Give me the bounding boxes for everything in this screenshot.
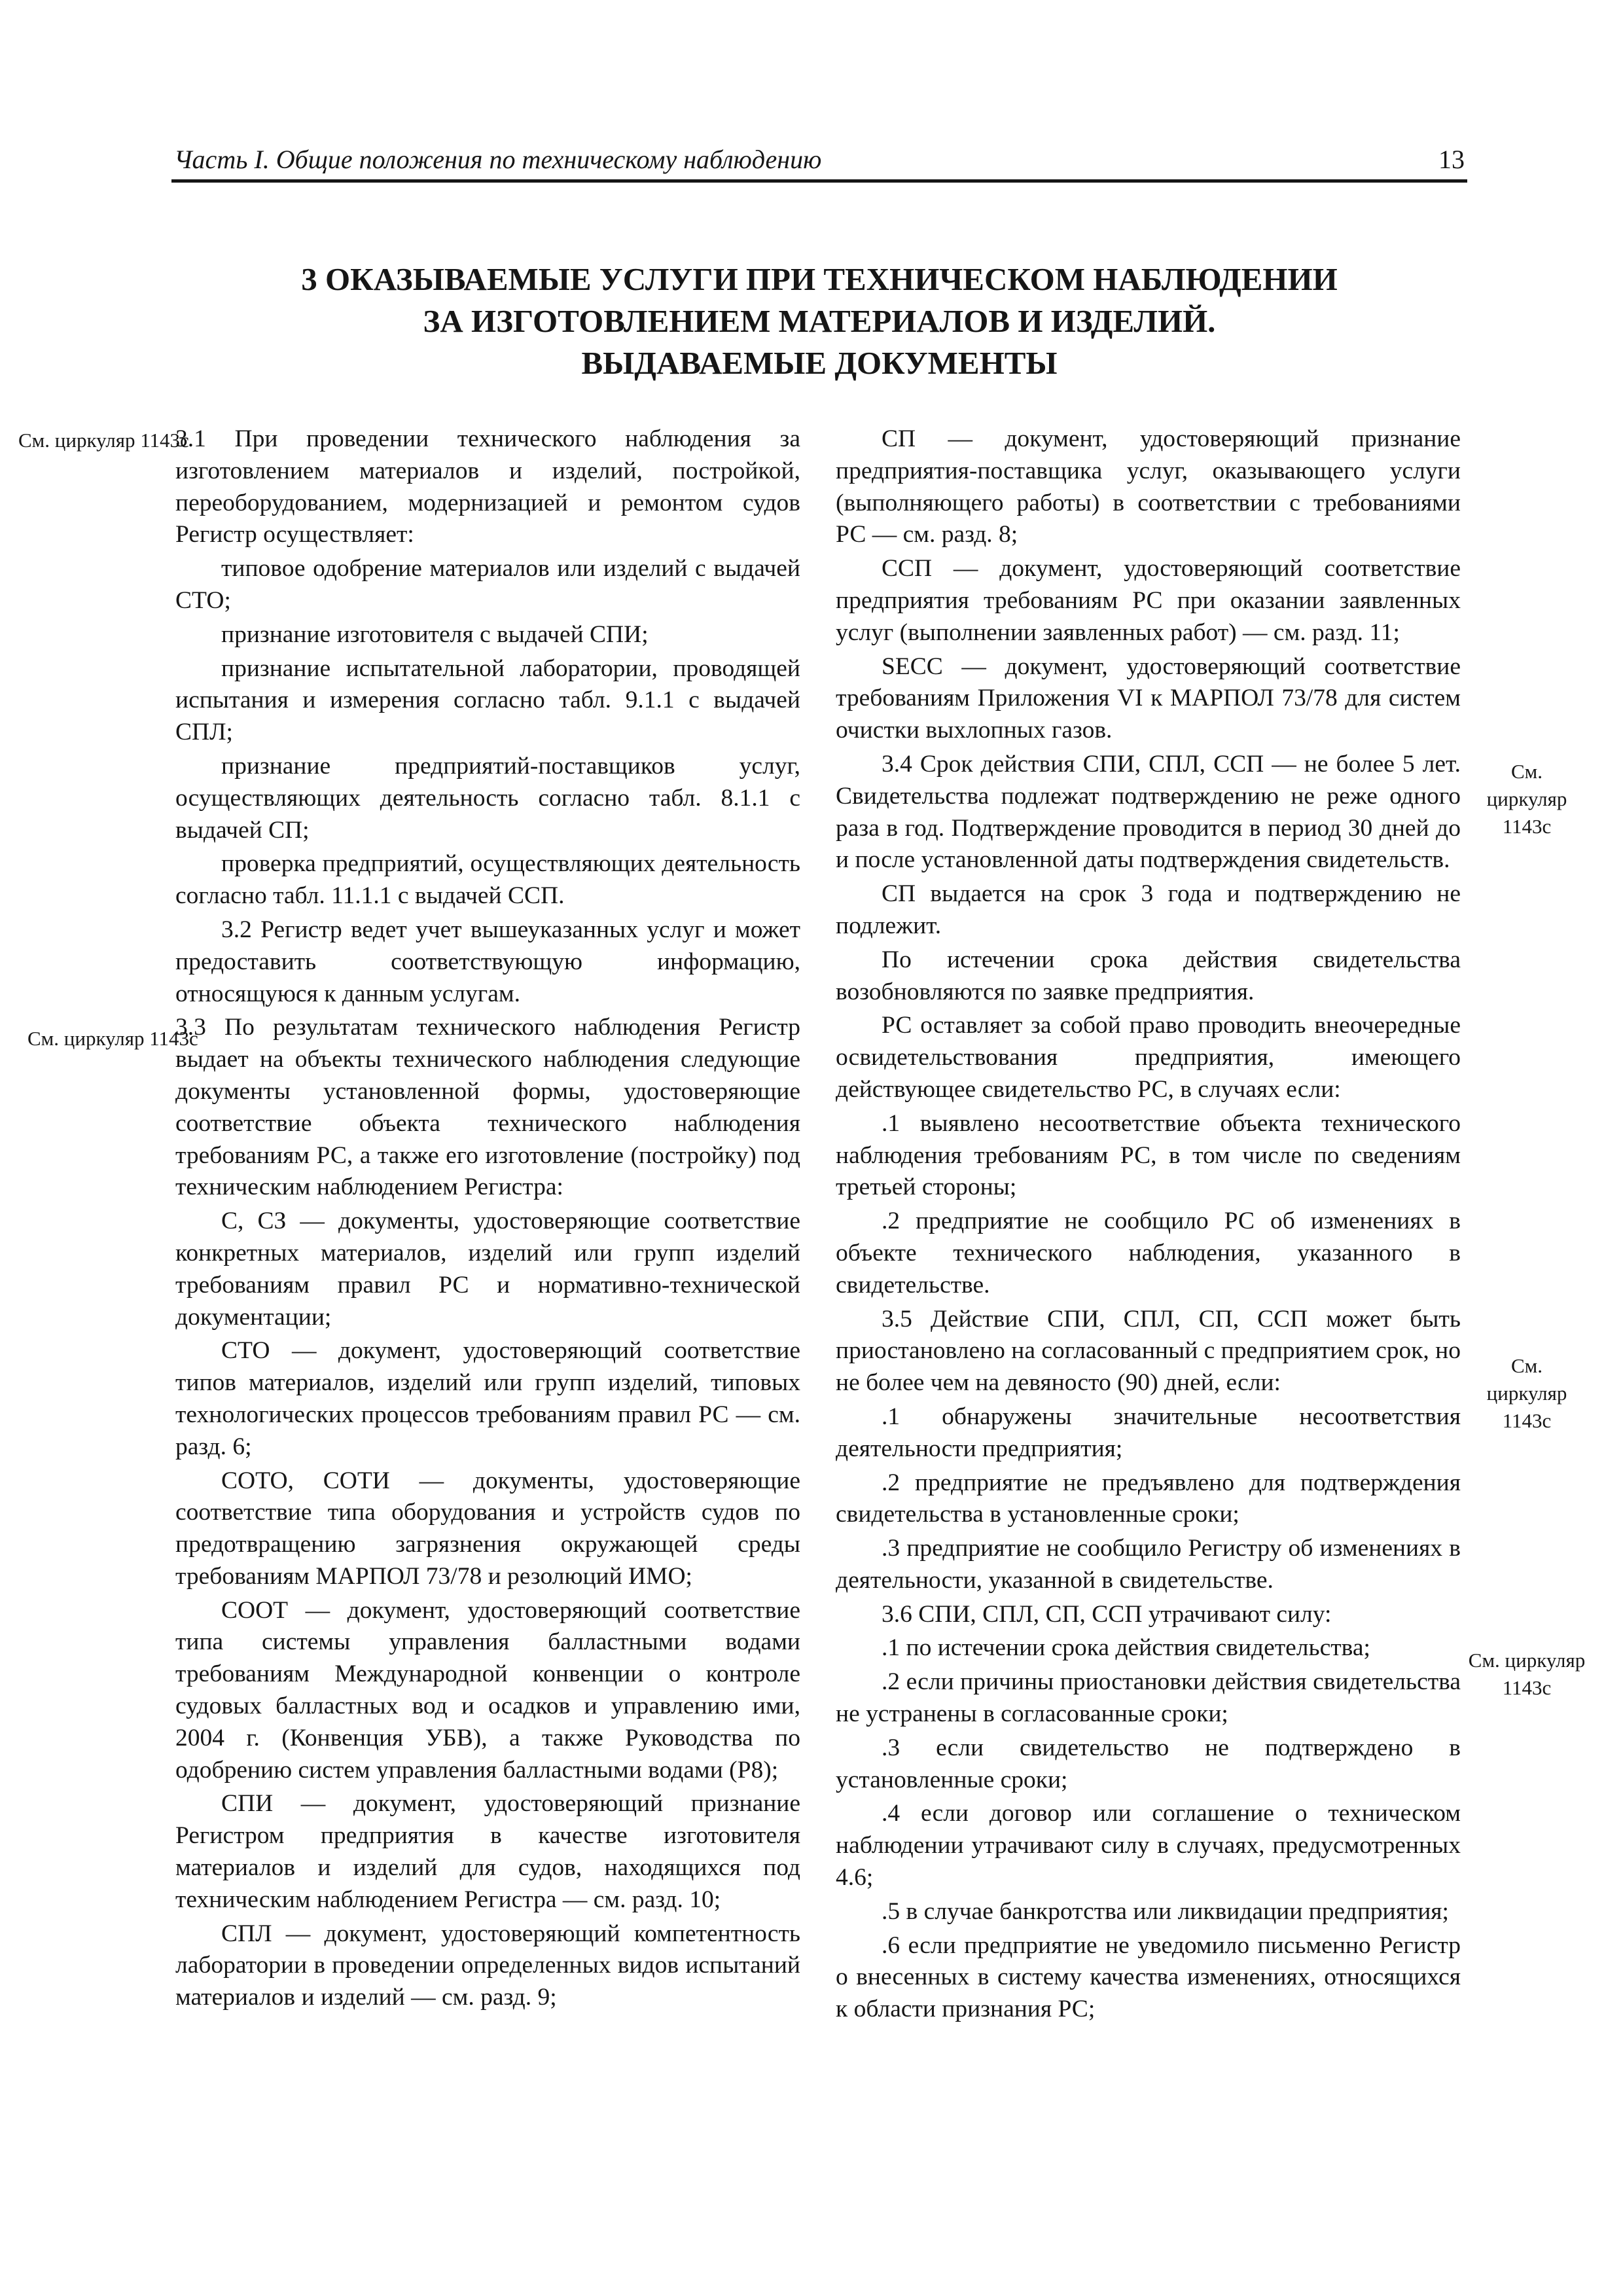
running-title: Часть I. Общие положения по техническому наблюдению bbox=[174, 145, 822, 174]
section-heading-line: 3 ОКАЗЫВАЕМЫЕ УСЛУГИ ПРИ ТЕХНИЧЕСКОМ НАБЛЮДЕНИИ bbox=[301, 261, 1338, 297]
paragraph: .2 предприятие не сообщило РС об изменениях в объекте технического наблюдения, указанного в свидетельстве. bbox=[836, 1208, 1461, 1299]
paragraph: СОТО, СОТИ — документы, удостоверяющие соответствие типа оборудования и устройств судов по предотвращению загрязнения окружающей среды требованиям МАРПОЛ 73/78 и резолюций ИМО; bbox=[175, 1467, 800, 1590]
paragraph: .1 обнаружены значительные несоответствия деятельности предприятия; bbox=[836, 1403, 1461, 1462]
left-column bbox=[175, 423, 800, 2016]
right-column bbox=[836, 423, 1461, 2028]
paragraph: 3.6 СПИ, СПЛ, СП, ССП утрачивают силу: bbox=[882, 1600, 1332, 1628]
paragraph: СПЛ — документ, удостоверяющий компетентность лаборатории в проведении определенных видов испытаний материалов и изделий — см. разд. 9; bbox=[175, 1920, 800, 2011]
paragraph: СТО — документ, удостоверяющий соответствие типов материалов, изделий или групп изделий, типовых технологических процессов требованиям правил РС — см. разд. 6; bbox=[175, 1337, 800, 1460]
paragraph: ССП — документ, удостоверяющий соответствие предприятия требованиям РС при оказании заявленных услуг (выполнении заявленных работ) — см. разд. 11; bbox=[836, 555, 1461, 646]
margin-note-circular: См. циркуляр 1143с bbox=[27, 1027, 198, 1050]
paragraph: .4 если договор или соглашение о техническом наблюдении утрачивают силу в случаях, предусмотренных 4.6; bbox=[836, 1800, 1461, 1892]
paragraph: SECC — документ, удостоверяющий соответствие требованиям Приложения VI к МАРПОЛ 73/78 для систем очистки выхлопных газов. bbox=[836, 653, 1461, 744]
paragraph: проверка предприятий, осуществляющих деятельность согласно табл. 11.1.1 с выдачей ССП. bbox=[175, 850, 800, 910]
margin-note-circular: См. циркуляр 1143с bbox=[18, 429, 189, 452]
paragraph: С, СЗ — документы, удостоверяющие соответствие конкретных материалов, изделий или групп изделий требованиям правил РС и нормативно-технической документации; bbox=[175, 1208, 800, 1331]
section-heading-line: ВЫДАВАЕМЫЕ ДОКУМЕНТЫ bbox=[581, 345, 1058, 381]
paragraph: 3.3 По результатам технического наблюдения Регистр выдает на объекты технического наблюдения следующие документы установленной формы, удостоверяющие соответствие объекта технического наблюдения требованиям РС, а также его изготовление (постройку) под техническим наблюдением Регистра: bbox=[175, 1014, 800, 1201]
paragraph: СП выдается на срок 3 года и подтверждению не подлежит. bbox=[836, 880, 1461, 939]
running-header bbox=[171, 143, 1467, 183]
paragraph: 3.5 Действие СПИ, СПЛ, СП, ССП может быть приостановлено на согласованный с предприятием срок, но не более чем на девяносто (90) дней, если: bbox=[836, 1305, 1461, 1397]
paragraph: признание испытательной лаборатории, проводящей испытания и измерения согласно табл. 9.1.1 с выдачей СПЛ; bbox=[175, 655, 800, 746]
paragraph: По истечении срока действия свидетельства возобновляются по заявке предприятия. bbox=[836, 946, 1461, 1005]
paragraph: .1 по истечении срока действия свидетельства; bbox=[882, 1634, 1370, 1662]
section-heading-line: ЗА ИЗГОТОВЛЕНИЕМ МАТЕРИАЛОВ И ИЗДЕЛИЙ. bbox=[423, 303, 1216, 339]
margin-note-circular: См. циркуляр 1143с bbox=[1468, 1649, 1586, 1699]
paragraph: .3 если свидетельство не подтверждено в установленные сроки; bbox=[836, 1734, 1461, 1793]
paragraph: .3 предприятие не сообщило Регистру об изменениях в деятельности, указанной в свидетельстве. bbox=[836, 1535, 1461, 1594]
paragraph: признание предприятий-поставщиков услуг, осуществляющих деятельность согласно табл. 8.1.1 с выдачей СП; bbox=[175, 752, 800, 844]
paragraph: .2 если причины приостановки действия свидетельства не устранены в согласованные сроки; bbox=[836, 1668, 1461, 1728]
paragraph: .2 предприятие не предъявлено для подтверждения свидетельства в установленные сроки; bbox=[836, 1469, 1461, 1528]
paragraph: типовое одобрение материалов или изделий с выдачей СТО; bbox=[175, 555, 800, 614]
paragraph: СПИ — документ, удостоверяющий признание Регистром предприятия в качестве изготовителя материалов и изделий для судов, находящихся под техническим наблюдением Регистра — см. разд. 10; bbox=[175, 1790, 800, 1913]
paragraph: СООТ — документ, удостоверяющий соответствие типа системы управления балластными водами требованиям Международной конвенции о контроле судовых балластных вод и осадков и управлению ими, 2004 г. (Конвенция УБВ), а также Руководства по одобрению систем управления балластными водами (Р8); bbox=[175, 1596, 800, 1784]
paragraph: РС оставляет за собой право проводить внеочередные освидетельствования предприятия, имеющего действующее свидетельство РС, в случаях если: bbox=[836, 1012, 1461, 1103]
paragraph: признание изготовителя с выдачей СПИ; bbox=[221, 620, 649, 648]
margin-note-circular: См. циркуляр 1143с bbox=[1486, 1354, 1567, 1432]
paragraph: .6 если предприятие не уведомило письменно Регистр о внесенных в систему качества изменениях, относящихся к области признания РС; bbox=[836, 1931, 1461, 2023]
paragraph: 3.2 Регистр ведет учет вышеуказанных услуг и может предоставить соответствующую информацию, относящуюся к данным услугам. bbox=[175, 916, 800, 1007]
paragraph: .5 в случае банкротства или ликвидации предприятия; bbox=[882, 1897, 1449, 1925]
paragraph: .1 выявлено несоответствие объекта технического наблюдения требованиям РС, в том числе по сведениям третьей стороны; bbox=[836, 1109, 1461, 1201]
paragraph: 3.4 Срок действия СПИ, СПЛ, ССП — не более 5 лет. Свидетельства подлежат подтверждению не реже одного раза в год. Подтверждение проводится в период 30 дней до и после установленной даты подтверждения свидетельств. bbox=[836, 750, 1461, 874]
paragraph: 3.1 При проведении технического наблюдения за изготовлением материалов и изделий, постройкой, переоборудованием, модернизацией и ремонтом судов Регистр осуществляет: bbox=[175, 425, 800, 548]
paragraph: СП — документ, удостоверяющий признание предприятия-поставщика услуг, оказывающего услуги (выполняющего работы) в соответствии с требованиями РС — см. разд. 8; bbox=[836, 425, 1461, 548]
margin-note-circular: См. циркуляр 1143с bbox=[1486, 760, 1567, 838]
section-heading bbox=[171, 259, 1467, 384]
page-number: 13 bbox=[1438, 145, 1465, 174]
